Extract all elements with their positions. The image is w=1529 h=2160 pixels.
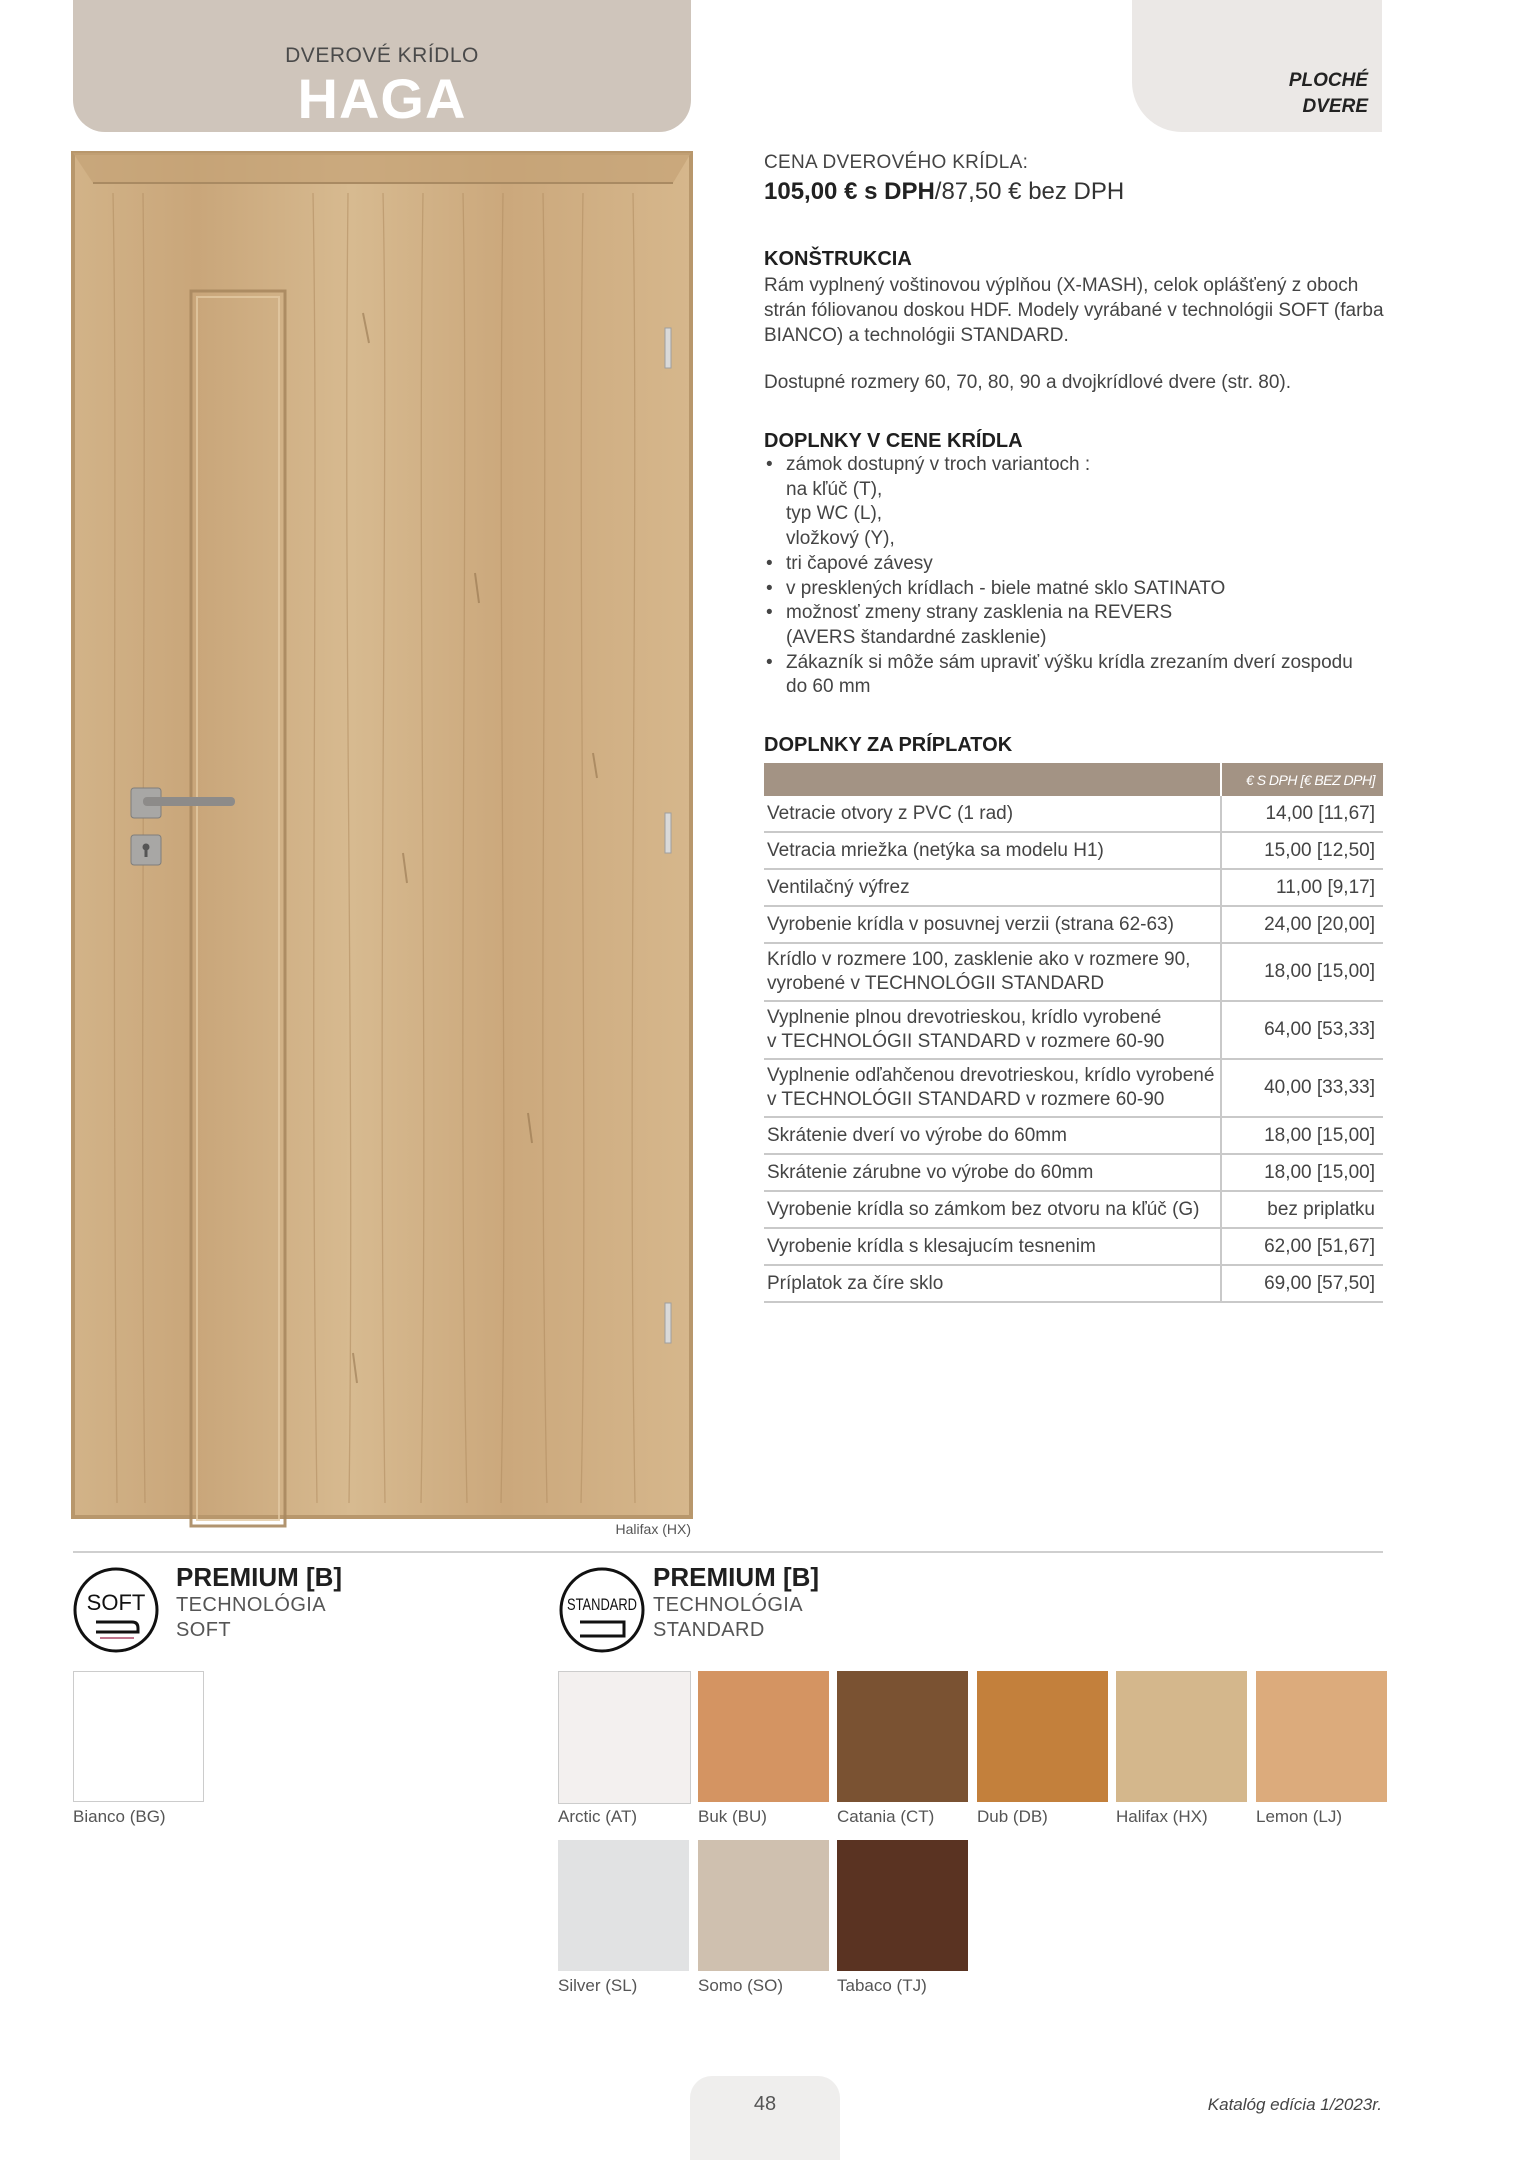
surcharge-item xyxy=(764,869,1221,906)
surcharge-item-line: Skrátenie dverí vo výrobe do 60mm xyxy=(767,1124,1067,1146)
color-swatch[interactable] xyxy=(837,1671,968,1802)
price-with-vat: 105,00 € s DPH xyxy=(764,178,935,205)
standard-technology-subtitle: TECHNOLÓGIA STANDARD xyxy=(653,1594,803,1641)
table-row xyxy=(764,943,1383,1001)
list-item: do 60 mm xyxy=(786,676,871,698)
surcharge-item xyxy=(764,1265,1221,1302)
section-heading-included: DOPLNKY V CENE KRÍDLA xyxy=(764,430,1023,452)
table-row xyxy=(764,796,1383,832)
surcharge-item-line: Príplatok za číre sklo xyxy=(767,1272,944,1294)
color-swatch-bianco[interactable] xyxy=(73,1671,204,1802)
surcharge-item-line: Vyplnenie plnou drevotrieskou, krídlo vyrobené xyxy=(767,1007,1162,1028)
table-row xyxy=(764,1059,1383,1117)
door-color-caption: Halifax (HX) xyxy=(615,1521,691,1537)
surcharge-item xyxy=(764,1117,1221,1154)
color-label: Lemon (LJ) xyxy=(1256,1807,1342,1826)
section-heading-construction: KONŠTRUKCIA xyxy=(764,248,912,270)
color-label-bianco: Bianco (BG) xyxy=(73,1807,166,1826)
door-image xyxy=(73,153,691,1517)
surcharge-item xyxy=(764,796,1221,832)
table-row xyxy=(764,1265,1383,1302)
surcharge-price: 18,00 [15,00] xyxy=(1221,943,1383,1001)
surcharge-item-line: v TECHNOLÓGII STANDARD v rozmere 60-90 xyxy=(767,1031,1165,1052)
table-row xyxy=(764,906,1383,943)
surcharge-price: 15,00 [12,50] xyxy=(1221,832,1383,869)
divider xyxy=(73,1551,1383,1553)
soft-technology-icon xyxy=(72,1566,160,1654)
color-label: Halifax (HX) xyxy=(1116,1807,1208,1826)
color-label: Buk (BU) xyxy=(698,1807,767,1826)
list-item: typ WC (L), xyxy=(786,503,883,525)
standard-technology-title: PREMIUM [B] xyxy=(653,1562,820,1592)
color-label: Silver (SL) xyxy=(558,1976,638,1995)
surcharge-item-line: v TECHNOLÓGII STANDARD v rozmere 60-90 xyxy=(767,1089,1165,1110)
color-swatch[interactable] xyxy=(837,1840,968,1971)
surcharge-table xyxy=(764,763,1383,1303)
surcharge-item xyxy=(764,1059,1221,1117)
table-row xyxy=(764,869,1383,906)
svg-text:STANDARD: STANDARD xyxy=(567,1595,637,1614)
construction-text: Rám vyplnený voštinovou výplňou (X-MASH), celok oplášťený z oboch strán fóliovanou doskou HDF. Modely vyrábané v technológii SOFT (farba BIANCO) a technológii STANDARD. xyxy=(764,275,1384,346)
surcharge-item-line: Vyplnenie odľahčenou drevotrieskou, krídlo vyrobené xyxy=(767,1065,1215,1086)
header-tab xyxy=(73,0,691,132)
sizes-text: Dostupné rozmery 60, 70, 80, 90 a dvojkrídlové dvere (str. 80). xyxy=(764,372,1291,393)
surcharge-price: 18,00 [15,00] xyxy=(1221,1154,1383,1191)
list-item: (AVERS štandardné zasklenie) xyxy=(786,626,1047,648)
surcharge-item-line: vyrobené v TECHNOLÓGII STANDARD xyxy=(767,973,1105,994)
list-item: vložkový (Y), xyxy=(786,528,895,550)
table-row xyxy=(764,1191,1383,1228)
surcharge-price: 40,00 [33,33] xyxy=(1221,1059,1383,1117)
surcharge-price: bez priplatku xyxy=(1221,1191,1383,1228)
surcharge-price: 64,00 [53,33] xyxy=(1221,1001,1383,1059)
list-item: • Zákazník si môže sám upraviť výšku krídla zrezaním dverí zospodu xyxy=(764,651,1394,676)
color-label: Arctic (AT) xyxy=(558,1807,638,1826)
list-item: • v presklených krídlach - biele matné sklo SATINATO xyxy=(764,577,1394,602)
surcharge-item xyxy=(764,943,1221,1001)
list-item: • tri čapové závesy xyxy=(764,552,1394,577)
catalog-edition: Katalóg edícia 1/2023r. xyxy=(1207,2095,1382,2114)
surcharge-item xyxy=(764,1001,1221,1059)
table-header-empty xyxy=(764,763,1221,796)
color-swatch[interactable] xyxy=(977,1671,1108,1802)
color-swatch[interactable] xyxy=(1256,1671,1387,1802)
color-swatch[interactable] xyxy=(698,1840,829,1971)
surcharge-price: 62,00 [51,67] xyxy=(1221,1228,1383,1265)
list-item: • zámok dostupný v troch variantoch : xyxy=(764,453,1394,478)
surcharge-item xyxy=(764,1228,1221,1265)
surcharge-price: 24,00 [20,00] xyxy=(1221,906,1383,943)
color-swatch[interactable] xyxy=(558,1671,691,1804)
page-number-tab xyxy=(690,2076,840,2160)
soft-technology-subtitle: TECHNOLÓGIA SOFT xyxy=(176,1594,326,1641)
surcharge-item xyxy=(764,1154,1221,1191)
category-line-1: PLOCHÉ xyxy=(1288,70,1368,91)
surcharge-item xyxy=(764,906,1221,943)
color-swatch[interactable] xyxy=(698,1671,829,1802)
page-number: 48 xyxy=(753,2093,777,2115)
category-line-2: DVERE xyxy=(1302,96,1368,117)
table-row xyxy=(764,832,1383,869)
color-label: Somo (SO) xyxy=(698,1976,784,1995)
price xyxy=(764,178,1124,206)
table-header-price: € S DPH [€ BEZ DPH] xyxy=(1221,763,1383,796)
price-label: CENA DVEROVÉHO KRÍDLA: xyxy=(764,152,1029,173)
category-label xyxy=(1289,68,1368,120)
surcharge-item-line: Skrátenie zárubne vo výrobe do 60mm xyxy=(767,1161,1094,1183)
surcharge-item-line: Vetracie otvory z PVC (1 rad) xyxy=(767,802,1014,824)
price-without-vat: /87,50 € bez DPH xyxy=(934,178,1125,205)
standard-technology-icon xyxy=(558,1566,646,1654)
list-item: na kľúč (T), xyxy=(786,478,883,500)
table-row xyxy=(764,1154,1383,1191)
color-swatch[interactable] xyxy=(1116,1671,1247,1802)
surcharge-item-line: Vyrobenie krídla so zámkom bez otvoru na kľúč (G) xyxy=(767,1198,1200,1220)
surcharge-item xyxy=(764,832,1221,869)
color-swatch[interactable] xyxy=(558,1840,689,1971)
section-heading-surcharge: DOPLNKY ZA PRÍPLATOK xyxy=(764,734,1013,756)
soft-technology-title: PREMIUM [B] xyxy=(176,1562,343,1592)
surcharge-item-line: Vyrobenie krídla s klesajucím tesnenim xyxy=(767,1235,1096,1257)
surcharge-price: 14,00 [11,67] xyxy=(1221,796,1383,832)
surcharge-item-line: Vetracia mriežka (netýka sa modelu H1) xyxy=(767,839,1104,861)
surcharge-price: 69,00 [57,50] xyxy=(1221,1265,1383,1302)
color-label: Dub (DB) xyxy=(977,1807,1048,1826)
table-row xyxy=(764,1001,1383,1059)
included-accessories-list xyxy=(764,453,1394,700)
product-title: HAGA xyxy=(297,67,467,130)
table-row xyxy=(764,1228,1383,1265)
svg-text:SOFT: SOFT xyxy=(86,1590,146,1615)
surcharge-price: 18,00 [15,00] xyxy=(1221,1117,1383,1154)
surcharge-item-line: Krídlo v rozmere 100, zasklenie ako v rozmere 90, xyxy=(767,949,1191,970)
table-header-row xyxy=(764,763,1383,796)
table-row xyxy=(764,1117,1383,1154)
color-label: Catania (CT) xyxy=(837,1807,935,1826)
surcharge-price: 11,00 [9,17] xyxy=(1221,869,1383,906)
surcharge-item-line: Ventilačný výfrez xyxy=(767,876,910,898)
surcharge-item xyxy=(764,1191,1221,1228)
category-tab xyxy=(1132,0,1382,132)
surcharge-item-line: Vyrobenie krídla v posuvnej verzii (strana 62-63) xyxy=(767,913,1174,935)
color-label: Tabaco (TJ) xyxy=(837,1976,927,1995)
product-type: DVEROVÉ KRÍDLO xyxy=(285,44,479,67)
list-item: • možnosť zmeny strany zasklenia na REVERS xyxy=(764,601,1394,626)
